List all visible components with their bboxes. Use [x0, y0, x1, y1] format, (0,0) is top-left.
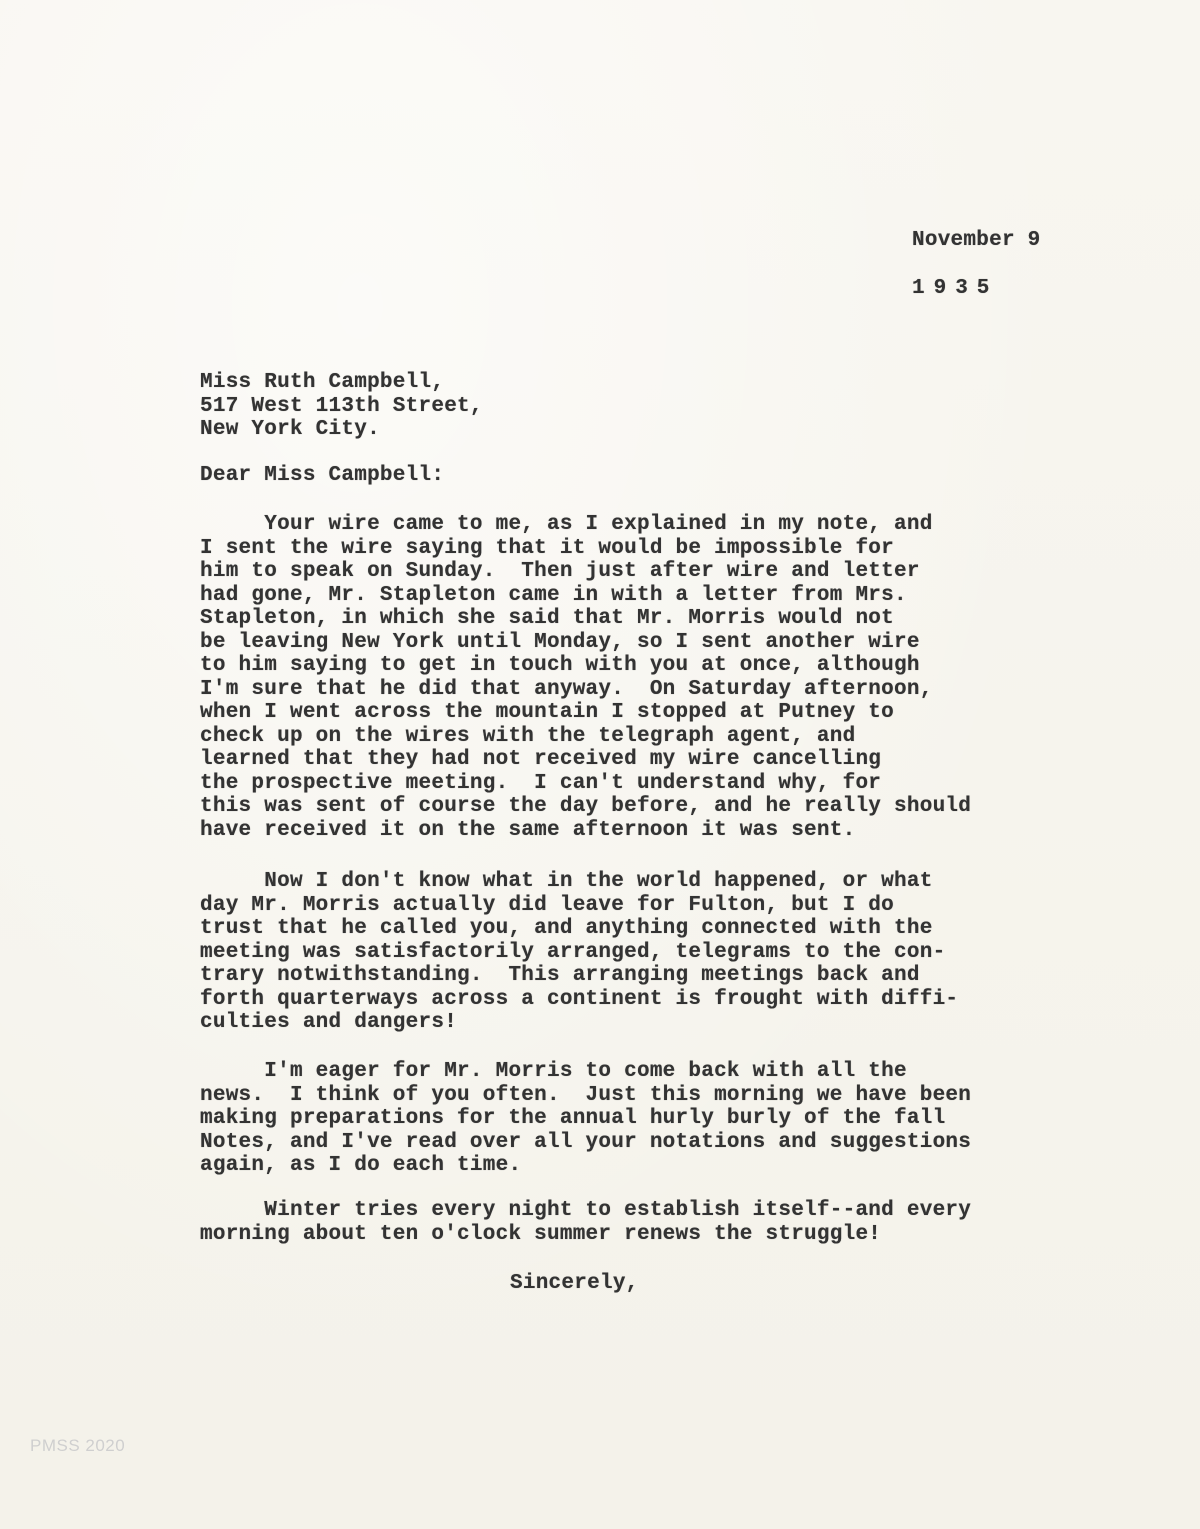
body-paragraph-4: Winter tries every night to establish itself--and every morning about ten o'clock summer renews the struggle! — [200, 1199, 972, 1246]
closing: Sincerely, — [510, 1272, 639, 1295]
letter-date-month-day: November 9 — [912, 229, 1041, 252]
letter-date-year: 1935 — [912, 277, 999, 300]
body-paragraph-2: Now I don't know what in the world happened, or what day Mr. Morris actually did leave for Fulton, but I do trust that he called you, and anything connected with the meeting was satisfactorily arranged, telegrams to the con- trary notwithstanding. This arranging meetings back and forth quarterways across a continent is frought with diffi- culties and dangers! — [200, 870, 959, 1034]
body-paragraph-3: I'm eager for Mr. Morris to come back with all the news. I think of you often. Just this morning we have been making preparations for the annual hurly burly of the fall Notes, and I've read over all your notations and suggestions again, as I do each time. — [200, 1060, 972, 1177]
archive-watermark: PMSS 2020 — [30, 1436, 126, 1455]
salutation: Dear Miss Campbell: — [200, 464, 445, 487]
body-paragraph-1: Your wire came to me, as I explained in my note, and I sent the wire saying that it would be impossible for him to speak on Sunday. Then just after wire and letter had gone, Mr. Stapleton came in with a letter from Mrs. Stapleton, in which she said that Mr. Morris would not be leaving New York until Monday, so I sent another wire to him saying to get in touch with you at once, although I'm sure that he did that anyway. On Saturday afternoon, when I went across the mountain I stopped at Putney to check up on the wires with the telegraph agent, and learned that they had not received my wire cancelling the prospective meeting. I can't understand why, for this was sent of course the day before, and he really should have received it on the same afternoon it was sent. — [200, 513, 972, 842]
recipient-address: Miss Ruth Campbell, 517 West 113th Street, New York City. — [200, 371, 483, 441]
